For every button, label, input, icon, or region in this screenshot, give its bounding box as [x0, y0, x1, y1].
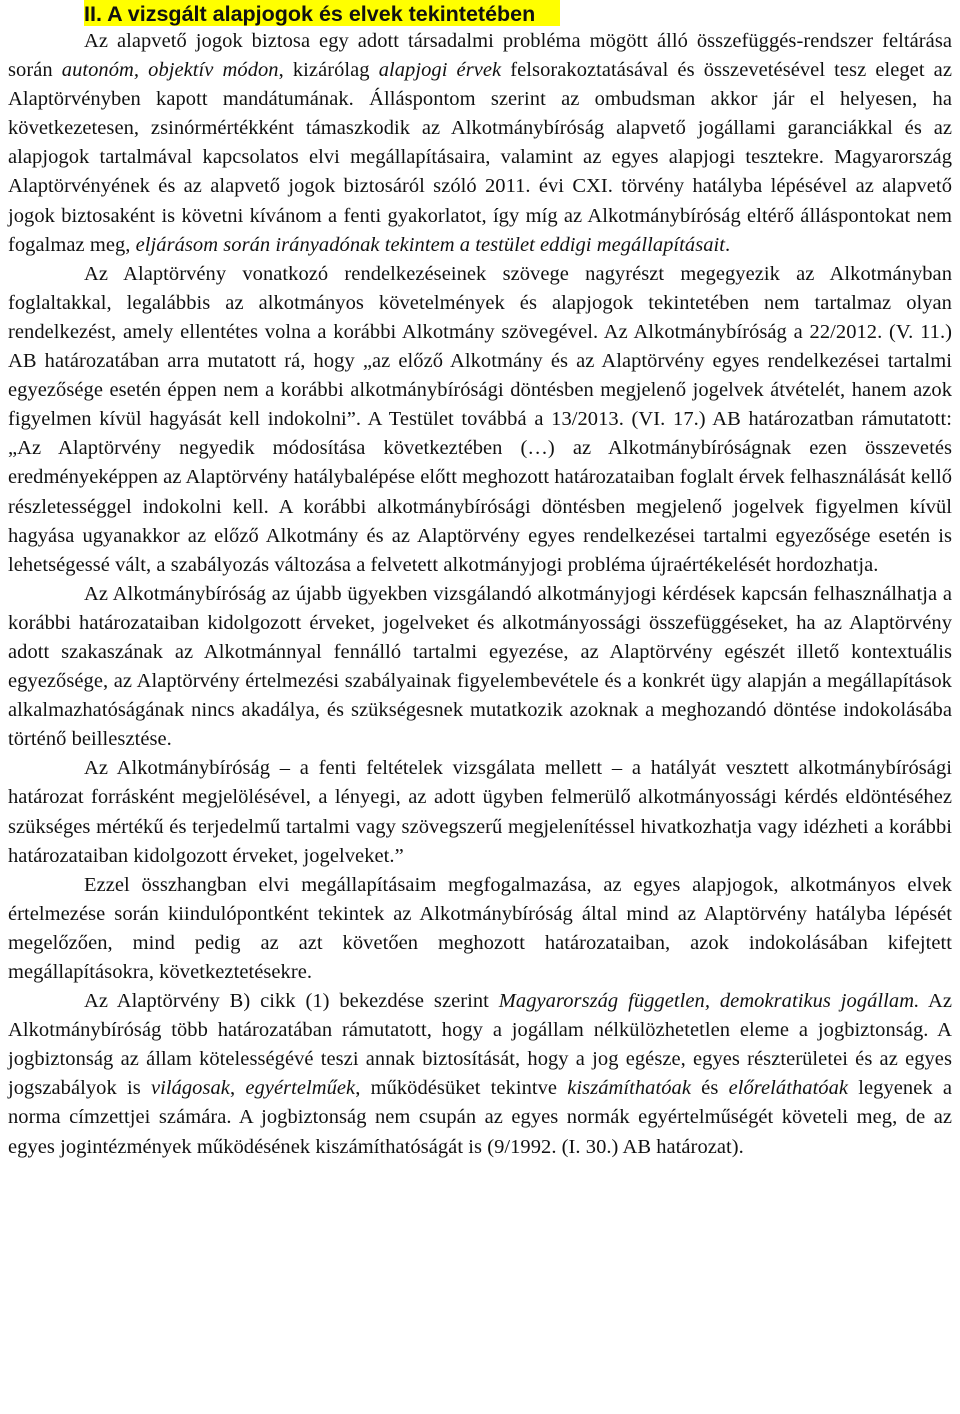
- text-run: Az Alkotmánybíróság az újabb ügyekben vizsgálandó alkotmányjogi kérdések kapcsán felhasználhatja a korábbi határozataiban kidolgozott érveket, jogelveket és alkotmányossági összefüggéseket, ha az Alaptörvény adott szakaszának az Alkotmánnyal fennálló tartalmi egyezése, az Alaptörvény egészét illető kontextuális egyezősége, az Alaptörvény értelmezési szabályainak figyelembevétele és a konkrét ügy alapján a megállapítások alkalmazhatóságának nincs akadálya, és szükségesnek mutatkozik azoknak a meghozandó döntése indokolásába történő beillesztése.: [8, 582, 952, 751]
- paragraph-4: [8, 754, 952, 870]
- text-run: , kizárólag: [278, 59, 379, 82]
- text-run: ,: [229, 1077, 246, 1100]
- italic-text-run: eljárásom során irányadónak tekintem a testület eddigi megállapításait: [135, 233, 726, 256]
- paragraph-6: [8, 987, 952, 1162]
- text-run: Az Alkotmánybíróság – a fenti feltételek vizsgálata mellett – a hatályát vesztett alkotmánybírósági határozat forrásként megjelölésével, a lényegi, az adott ügyben felmerülő alkotmányossági kérdés eldöntéséhez szükséges mértékű és terjedelmű tartalmi vagy szövegszerű megjelenítéssel hivatkozhatja vagy idézheti a korábbi határozataiban kidolgozott érveket, jogelveket.”: [8, 757, 952, 867]
- italic-text-run: kiszámíthatóak: [567, 1077, 691, 1100]
- italic-text-run: alapjogi érvek: [378, 59, 502, 82]
- section-heading-text: II. A vizsgált alapjogok és elvek tekintetében: [84, 2, 536, 26]
- paragraph-5: [8, 871, 952, 987]
- text-run: legyenek a norma címzettjei számára. A jogbiztonság nem csupán az egyes normák egyértelműségét követeli meg, de az egyes jogintézmények működésének kiszámíthatóságát is (9/1992. (I. 30.) AB határozat).: [8, 1077, 952, 1158]
- text-run: Az alapvető jogok biztosa egy adott társadalmi probléma mögött álló összefüggés-rendszer feltárása során: [8, 30, 952, 82]
- text-run: felsorakoztatásával és összevetésével tesz eleget az Alaptörvényben kapott mandátumának. Álláspontom szerint az ombudsman akkor jár el helyesen, ha következetesen, zsinórmértékként támaszkodik az Alkotmánybíróság alapvető jogállami garanciákkal és az alapjogok tartalmával kapcsolatos elvi megállapításaira, valamint az egyes alapjogi tesztekre. Magyarország Alaptörvényének és az alapvető jogok biztosáról szóló 2011. évi CXI. törvény hatályba lépésével az alapvető jogok biztosaként is követni kívánom a fenti gyakorlatot, így míg az Alkotmánybíróság eltérő álláspontokat nem fogalmaz meg,: [8, 59, 952, 256]
- paragraph-3: [8, 580, 952, 755]
- italic-text-run: autonóm, objektív módon: [61, 59, 279, 82]
- text-run: Ezzel összhangban elvi megállapításaim megfogalmazása, az egyes alapjogok, alkotmányos elvek értelmezése során kiindulópontként tekintek az Alkotmánybíróság által mind az Alaptörvény hatályba lépését megelőzően, mind pedig az azt követően meghozott határozataiban, azok indokolásában kifejtett megállapításokra, következtetésekre.: [8, 873, 952, 983]
- paragraph-1: [8, 27, 952, 260]
- italic-text-run: egyértelműek: [245, 1077, 356, 1100]
- text-run: Az Alaptörvény vonatkozó rendelkezéseinek szövege nagyrészt megegyezik az Alkotmányban foglaltakkal, legalábbis az alkotmányos követelmények és alapjogok tekintetében nem tartalmaz olyan rendelkezést, amely ellentétes volna a korábbi Alkotmány szövegével. Az Alkotmánybíróság a 22/2012. (V. 11.) AB határozatában arra mutatott rá, hogy „az előző Alkotmány és az Alaptörvény egyes rendelkezései tartalmi egyezősége esetén éppen nem a korábbi alkotmánybírósági döntésben megjelenő jogelvek átvételét, hanem azok figyelmen kívül hagyását kell indokolni”. A Testület továbbá a 13/2013. (VI. 17.) AB határozatban rámutatott: „Az Alaptörvény negyedik módosítása következtében (…) az Alkotmánybíróságnak ezen összevetés eredményeképpen az Alaptörvény hatálybalépése előtt meghozott határozataiban foglalt érvek felhasználását kellő részletességgel indokolni kell. A korábbi alkotmánybírósági döntésben megjelenő jogelvek figyelmen kívül hagyása ugyanakkor az előző Alkotmány és az Alaptörvény egyes rendelkezései tartalmi egyezősége esetén is lehetségessé vált, a szabályozás változása a felvetett alkotmányjogi probléma újraértékelését hordozhatja.: [8, 262, 952, 576]
- italic-text-run: világosak: [150, 1077, 230, 1100]
- text-run: Az Alaptörvény B) cikk (1) bekezdése szerint: [84, 990, 499, 1013]
- italic-text-run: előreláthatóak: [728, 1077, 849, 1100]
- text-run: , működésüket tekintve: [355, 1077, 568, 1100]
- text-run: és: [690, 1077, 729, 1100]
- section-heading: [8, 0, 952, 27]
- italic-text-run: Magyarország független, demokratikus jogállam.: [498, 990, 920, 1013]
- text-run: Az Alkotmánybíróság több határozatában rámutatott, hogy a jogállam nélkülözhetetlen eleme a jogbiztonság. A jogbiztonság az állam kötelességévé teszi annak biztosítását, hogy a jog egésze, egyes részterületei és az egyes jogszabályok is: [8, 990, 953, 1100]
- text-run: .: [725, 233, 731, 256]
- paragraph-2: [8, 260, 952, 580]
